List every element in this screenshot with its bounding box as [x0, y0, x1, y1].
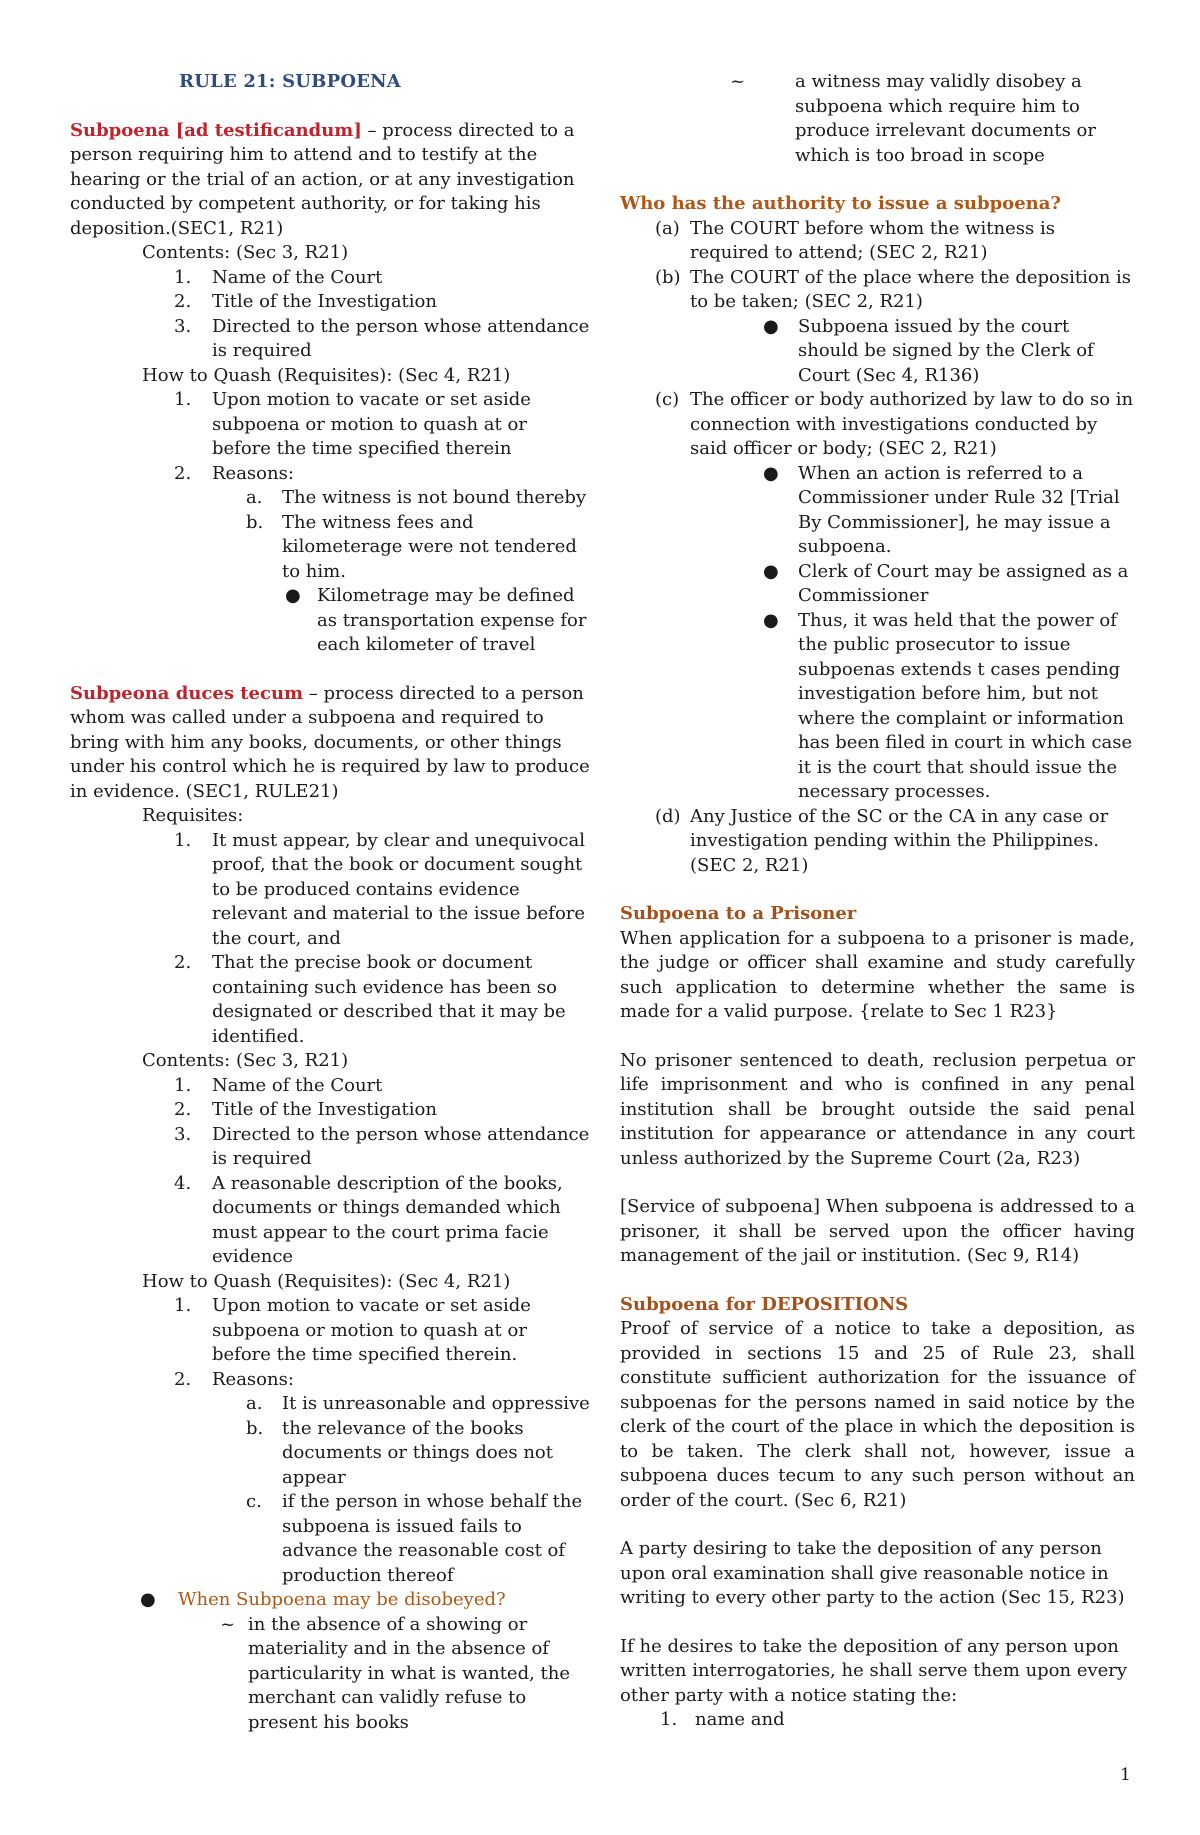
disobey-continued: [620, 70, 1135, 168]
list-item: (c) The officer or body authorized by law to do so in connection with investigations conducted by said officer or body; (SEC 2, R21): [655, 389, 1134, 459]
list-item: c. if the person in whose behalf the subpoena is issued fails to advance the reasonable cost of production thereof: [246, 1491, 583, 1586]
bullet-icon: ●: [285, 585, 301, 606]
list-item: 1. It must appear, by clear and unequivocal proof, that the book or document sought to be produced contains evidence relevant and material to the issue before the court, and: [174, 829, 586, 949]
depositions-paragraph-2: A party desiring to take the deposition of any person upon oral examination shall give reasonable notice in writing to every other party to the action (Sec 15, R23): [620, 1538, 1125, 1608]
quash-list: [70, 1294, 590, 1588]
list-item: 2. Reasons:: [174, 462, 294, 484]
list-item: b. the relevance of the books documents or things does not appear: [246, 1417, 553, 1488]
bullet-icon: ●: [763, 609, 779, 631]
contents-label: Contents: (Sec 3, R21): [142, 242, 349, 263]
bullet-icon: ●: [763, 315, 779, 337]
list-item: 2. That the precise book or document containing such evidence has been so designated or described that it may be identified.: [174, 952, 566, 1047]
prisoner-paragraph-2: No prisoner sentenced to death, reclusion perpetua or life imprisonment and who is confined in any penal institution shall be brought outside the said penal institution for appearance or attendance in any court unless authorized by the Supreme Court (2a, R23): [620, 1049, 1135, 1169]
list-item: 1. name and: [660, 1709, 785, 1730]
list-item: (d) Any Justice of the SC or the CA in any case or investigation pending within the Philippines. (SEC 2, R21): [655, 805, 1109, 876]
requisites-list: [70, 829, 590, 1050]
bullet-item: ● When an action is referred to a Commissioner under Rule 32 [Trial By Commissioner], he may issue a subpoena.: [763, 462, 1120, 557]
definition-text: – process directed to a person requiring him to attend and to testify at the hearing or the trial of an action, or at any investigation conducted by competent authority, or for taking his deposition.(SEC1, R21): [70, 119, 575, 239]
term-duces-tecum: Subpeona duces tecum: [70, 682, 304, 704]
requisites-label: Requisites:: [142, 805, 244, 826]
page-number: 1: [1120, 1765, 1131, 1785]
quash-label: How to Quash (Requisites): (Sec 4, R21): [142, 364, 511, 386]
prisoner-heading: Subpoena to a Prisoner: [620, 903, 857, 924]
bullet-icon: ●: [763, 462, 779, 484]
tilde-icon: ~: [730, 71, 746, 92]
list-item: 2. Title of the Investigation: [174, 291, 437, 312]
list-item: 2. Reasons:: [174, 1368, 294, 1390]
list-item: 3. Directed to the person whose attendance is required: [174, 1123, 590, 1169]
list-item: b. The witness fees and kilometerage were not tendered to him.: [246, 511, 577, 582]
list-item: 4. A reasonable description of the books, documents or things demanded which must appear to the court prima facie evidence: [174, 1172, 563, 1267]
contents-label: Contents: (Sec 3, R21): [142, 1050, 349, 1071]
list-item: 3. Directed to the person whose attendance is required: [174, 315, 590, 361]
list-item: (a) The COURT before whom the witness is required to attend; (SEC 2, R21): [655, 217, 1055, 263]
left-column: [70, 70, 590, 1735]
quash-list: [70, 388, 590, 658]
list-item: 1. Name of the Court: [174, 266, 383, 288]
tilde-item: ~ in the absence of a showing or materiality and in the absence of particularity in what is wanted, the merchant can validly refuse to present his books: [220, 1613, 571, 1733]
contents-list: [70, 1074, 590, 1270]
definition-ad-testificandum: [70, 119, 590, 242]
quash-label: How to Quash (Requisites): (Sec 4, R21): [142, 1270, 511, 1292]
disobey-heading: When Subpoena may be disobeyed?: [178, 1589, 506, 1610]
right-column: [620, 70, 1135, 1733]
bullet-icon: ●: [763, 560, 779, 582]
disobey-section: [70, 1588, 590, 1735]
bullet-item: ● Clerk of Court may be assigned as a Commissioner: [763, 560, 1129, 606]
prisoner-paragraph-1: When application for a subpoena to a prisoner is made, the judge or officer shall examine and study carefully such application to determine whether the same is made for a valid purpose. {relate to Sec 1 R23}: [620, 927, 1135, 1022]
list-item: a. The witness is not bound thereby: [246, 487, 587, 508]
depositions-paragraph-1: Proof of service of a notice to take a deposition, as provided in sections 15 and 25 of Rule 23, shall constitute sufficient authorization for the issuance of subpoenas for the persons named in said notice by the clerk of the court of the place in which the deposition is to be taken. The clerk shall not, however, issue a subpoena duces tecum to any such person without an order of the court. (Sec 6, R21): [620, 1318, 1135, 1511]
bullet-item: [70, 1588, 590, 1613]
bullet-item: ● Thus, it was held that the power of the public prosecutor to issue subpoenas extends t cases pending investigation before him, but not where the complaint or information has been filed in court in which case it is the court that should issue the necessary processes.: [763, 609, 1133, 802]
term-ad-testificandum: Subpoena [ad testificandum]: [70, 119, 362, 141]
tilde-item: ~ a witness may validly disobey a subpoena which require him to produce irrelevant documents or which is too broad in scope: [730, 71, 1096, 166]
page-title: RULE 21: SUBPOENA: [179, 71, 401, 92]
prisoner-paragraph-3: [Service of subpoena] When subpoena is addressed to a prisoner, it shall be served upon the officer having management of the jail or institution. (Sec 9, R14): [620, 1196, 1135, 1266]
depositions-paragraph-3: If he desires to take the deposition of any person upon written interrogatories, he shall serve them upon every other party with a notice stating the:: [620, 1635, 1128, 1706]
depositions-list: [620, 1708, 1135, 1733]
definition-text: – process directed to a person whom was called under a subpoena and required to bring with him any books, documents, or other things under his control which he is required by law to produce in evidence. (SEC1, RULE21): [70, 682, 590, 802]
bullet-icon: ●: [140, 1589, 156, 1610]
list-item: (b) The COURT of the place where the deposition is to be taken; (SEC 2, R21): [655, 266, 1132, 312]
bullet-item: ● Subpoena issued by the court should be signed by the Clerk of Court (Sec 4, R136): [763, 315, 1094, 386]
bullet-item: ● Kilometrage may be defined as transportation expense for each kilometer of travel: [285, 585, 587, 655]
list-item: 2. Title of the Investigation: [174, 1099, 437, 1120]
authority-heading: Who has the authority to issue a subpoena?: [620, 193, 1061, 214]
list-item: a. It is unreasonable and oppressive: [246, 1393, 590, 1414]
authority-list: [620, 217, 1135, 879]
definition-duces-tecum: [70, 682, 590, 805]
list-item: 1. Upon motion to vacate or set aside subpoena or motion to quash at or before the time specified therein: [174, 389, 531, 459]
contents-list: [70, 266, 590, 364]
tilde-icon: ~: [220, 1613, 236, 1635]
list-item: 1. Upon motion to vacate or set aside subpoena or motion to quash at or before the time specified therein.: [174, 1295, 531, 1365]
list-item: 1. Name of the Court: [174, 1074, 383, 1096]
depositions-heading: Subpoena for DEPOSITIONS: [620, 1293, 909, 1315]
